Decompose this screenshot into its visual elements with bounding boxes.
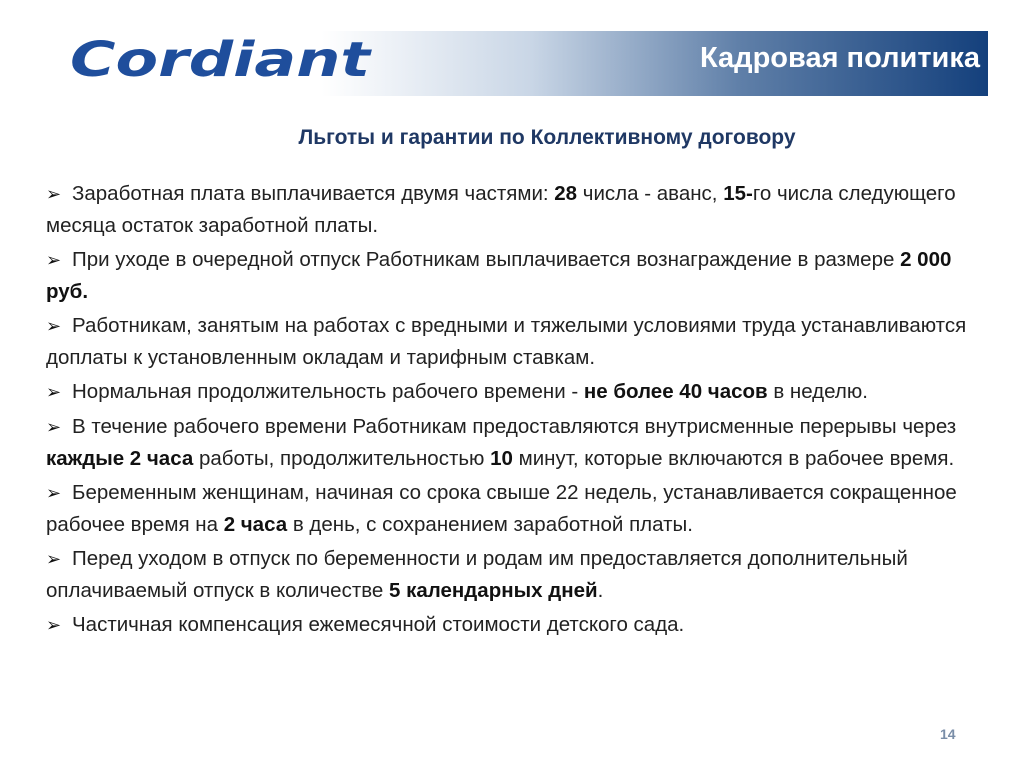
bullet-arrow-icon: ➢: [46, 250, 62, 270]
bullet-text: работы, продолжительностью: [193, 447, 491, 470]
bullet-item: [46, 310, 986, 373]
page-number: 14: [940, 726, 956, 742]
bullet-emphasis: 5 календарных дней: [389, 579, 598, 602]
bullet-emphasis: 2 часа: [223, 513, 288, 536]
bullet-arrow-icon: ➢: [46, 382, 62, 402]
bullet-emphasis: 28: [554, 182, 578, 205]
bullet-emphasis: 15-: [723, 182, 753, 205]
cordiant-logo: [66, 32, 376, 86]
bullet-arrow-icon: ➢: [46, 483, 62, 503]
bullet-item: [46, 543, 986, 606]
bullet-item: [46, 477, 986, 540]
bullet-emphasis: 10: [490, 447, 513, 470]
bullet-text: Работникам, занятым на работах с вредными и тяжелыми условиями труда устанавливаются доплаты к установленным окладам и тарифным ставкам.: [46, 314, 967, 369]
bullet-text: При уходе в очередной отпуск Работникам выплачивается вознаграждение в размере: [72, 248, 901, 271]
bullet-text: Частичная компенсация ежемесячной стоимости детского сада.: [72, 613, 685, 636]
bullet-text: минут, которые включаются в рабочее время.: [512, 447, 955, 470]
bullet-text: В течение рабочего времени Работникам предоставляются внутрисменные перерывы через: [72, 415, 957, 438]
bullet-text: в день, с сохранением заработной платы.: [287, 513, 693, 536]
bullet-arrow-icon: ➢: [46, 184, 62, 204]
bullet-item: [46, 609, 986, 641]
slide-title: Кадровая политика: [699, 42, 980, 74]
bullet-emphasis: не более 40 часов: [583, 380, 768, 403]
bullet-arrow-icon: ➢: [46, 549, 62, 569]
bullet-list: [46, 178, 986, 644]
bullet-emphasis: каждые 2 часа: [46, 447, 194, 470]
bullet-emphasis: 2 000 руб.: [46, 248, 952, 303]
bullet-text: го числа следующего месяца остаток заработной платы.: [46, 182, 956, 237]
bullet-text: .: [597, 579, 604, 602]
bullet-text: Беременным женщинам, начиная со срока свыше 22 недель, устанавливается сокращенное рабочее время на: [46, 481, 957, 536]
bullet-text: Заработная плата выплачивается двумя частями:: [72, 182, 555, 205]
bullet-item: [46, 244, 986, 307]
bullet-text: числа - аванс,: [577, 182, 724, 205]
bullet-text: в неделю.: [767, 380, 868, 403]
bullet-item: [46, 376, 986, 408]
bullet-arrow-icon: ➢: [46, 615, 62, 635]
bullet-arrow-icon: ➢: [46, 316, 62, 336]
logo-wordmark: Cordiant: [70, 32, 373, 86]
section-subtitle: Льготы и гарантии по Коллективному договору: [298, 126, 796, 149]
bullet-text: Нормальная продолжительность рабочего времени -: [72, 380, 584, 403]
bullet-item: [46, 411, 986, 474]
bullet-text: Перед уходом в отпуск по беременности и родам им предоставляется дополнительный оплачиваемый отпуск в количестве: [46, 547, 908, 602]
bullet-item: [46, 178, 986, 241]
bullet-arrow-icon: ➢: [46, 417, 62, 437]
